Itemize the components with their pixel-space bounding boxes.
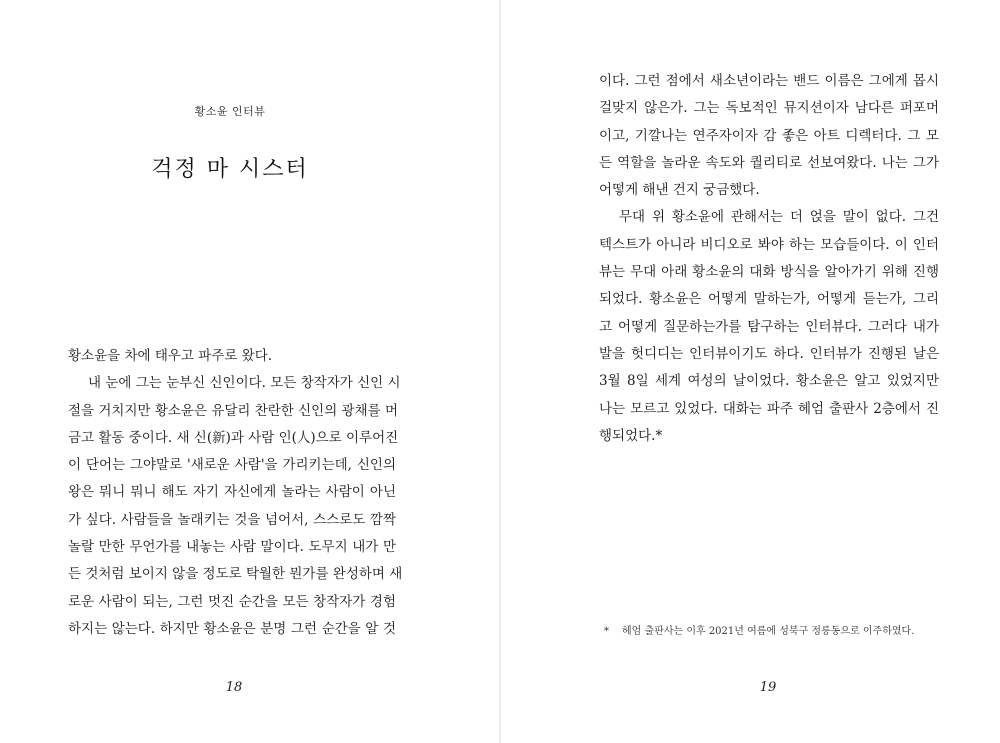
left-body-text <box>68 343 403 643</box>
body-line: 이고, 기깔나는 연주자이자 감 좋은 아트 디렉터다. 그 모 <box>599 127 939 144</box>
body-line: 되었다. 황소윤은 어떻게 말하는가, 어떻게 듣는가, 그리 <box>599 291 939 308</box>
body-line: 금고 활동 중이다. 새 신(新)과 사람 인(人)으로 이루어진 <box>68 429 399 446</box>
body-line: 나는 모르고 있었다. 대화는 파주 헤엄 출판사 2층에서 진 <box>599 400 939 417</box>
footnote-mark: * <box>604 626 609 637</box>
body-line: 가 싶다. 사람들을 놀래키는 것을 넘어서, 스스로도 깜짝 <box>68 511 396 528</box>
body-line: 놀랄 만한 무언가를 내놓는 사람 말이다. 도무지 내가 만 <box>68 539 396 556</box>
body-line: 무대 위 황소윤에 관해서는 더 얹을 말이 없다. 그건 <box>619 209 939 226</box>
right-page <box>501 0 1000 743</box>
body-line: 3월 8일 세계 여성의 날이었다. 황소윤은 알고 있었지만 <box>599 373 939 390</box>
chapter-title: 걱정 마 시스터 <box>151 157 309 182</box>
body-line: 행되었다.* <box>599 427 663 444</box>
body-line: 뷰는 무대 아래 황소윤의 대화 방식을 알아가기 위해 진행 <box>599 264 939 281</box>
body-line: 이 단어는 그야말로 '새로운 사람'을 가리키는데, 신인의 <box>68 457 396 474</box>
body-line: 발을 헛디디는 인터뷰이기도 하다. 인터뷰가 진행된 날은 <box>599 345 939 362</box>
body-line: 든 역할을 놀라운 속도와 퀄리티로 선보여왔다. 나는 그가 <box>599 154 939 171</box>
body-line: 고 어떻게 질문하는가를 탐구하는 인터뷰다. 그러다 내가 <box>599 318 939 335</box>
body-line: 내 눈에 그는 눈부신 신인이다. 모든 창작자가 신인 시 <box>88 375 401 392</box>
left-page <box>0 0 499 743</box>
body-line: 하지는 않는다. 하지만 황소윤은 분명 그런 순간을 알 것 <box>68 620 396 637</box>
body-line: 걸맞지 않은가. 그는 독보적인 뮤지션이자 남다른 퍼포머 <box>599 100 939 117</box>
footnote-text: 헤엄 출판사는 이후 2021년 여름에 성북구 정릉동으로 이주하였다. <box>622 626 915 637</box>
body-line: 왕은 뭐니 뭐니 해도 자기 자신에게 놀라는 사람이 아닌 <box>68 484 396 501</box>
body-line: 어떻게 해낸 건지 궁금했다. <box>599 182 760 199</box>
running-head: 황소윤 인터뷰 <box>194 105 266 118</box>
body-line: 황소윤을 차에 태우고 파주로 왔다. <box>68 348 273 364</box>
body-line: 든 것처럼 보이지 않을 정도로 탁월한 뭔가를 완성하며 새 <box>68 566 403 583</box>
page-number: 18 <box>225 680 243 695</box>
page-number: 19 <box>759 680 777 695</box>
right-body-text <box>599 68 939 450</box>
body-line: 로운 사람이 되는, 그런 멋진 순간을 모든 창작자가 경험 <box>68 593 396 610</box>
body-line: 절을 거치지만 황소윤은 유달리 찬란한 신인의 광채를 머 <box>68 402 398 419</box>
body-line: 이다. 그런 점에서 새소년이라는 밴드 이름은 그에게 몹시 <box>599 73 939 89</box>
footnote <box>604 622 934 637</box>
body-line: 텍스트가 아니라 비디오로 봐야 하는 모습들이다. 이 인터 <box>599 236 939 253</box>
